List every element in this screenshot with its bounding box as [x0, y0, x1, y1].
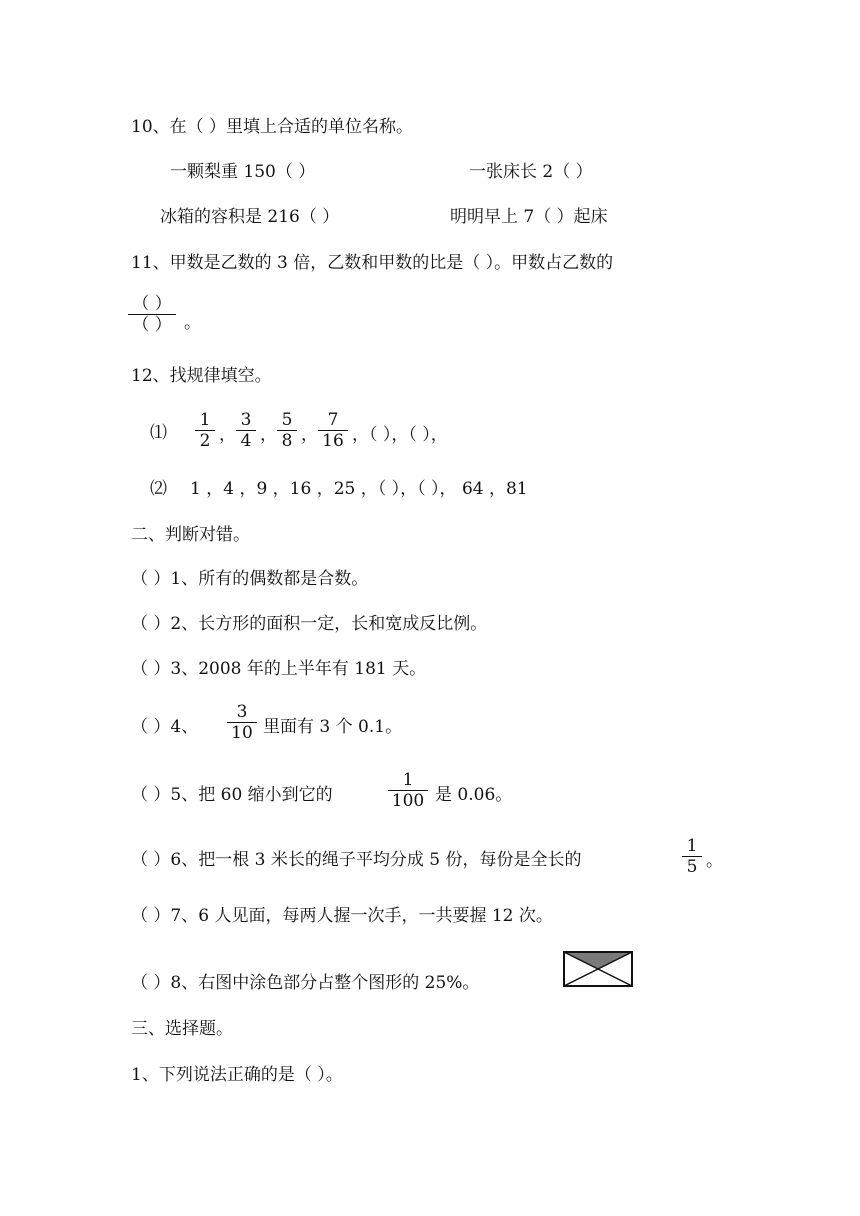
q12-comma: ， [260, 425, 277, 445]
judge-item-8: （ ）8、右图中涂色部分占整个图形的 25%。 [131, 973, 480, 993]
q11-blank-fraction [128, 294, 176, 335]
fraction-denominator: 16 [318, 430, 348, 451]
fraction-numerator: （ ） [132, 294, 172, 314]
q12-fraction [277, 410, 297, 451]
q10-item-pear: 一颗梨重 150（ ） [170, 162, 316, 182]
fraction-numerator: 1 [199, 410, 211, 430]
q12-title: 12、找规律填空。 [131, 366, 272, 386]
q10-item-bed: 一张床长 2（ ） [469, 162, 593, 182]
q11-text: 11、甲数是乙数的 3 倍，乙数和甲数的比是（ ）。甲数占乙数的 [131, 253, 614, 273]
fraction-denominator: 2 [195, 430, 215, 451]
fraction-denominator: 10 [227, 722, 257, 743]
fraction-numerator: 3 [240, 410, 252, 430]
fraction-denominator: 4 [236, 430, 256, 451]
fraction-denominator: 100 [388, 790, 428, 811]
q12-part1-label: ⑴ [150, 423, 167, 443]
judge-item-1: （ ）1、所有的偶数都是合数。 [131, 569, 369, 589]
shaded-triangle [564, 952, 632, 969]
fraction-denominator: 8 [277, 430, 297, 451]
q10-item-fridge: 冰箱的容积是 216（ ） [160, 207, 340, 227]
section3-title: 三、选择题。 [131, 1019, 233, 1039]
judge-item-6-post: 。 [706, 851, 723, 871]
judge-item-5-pre: （ ）5、把 60 缩小到它的 [131, 785, 333, 805]
judge-item-5-fraction [388, 770, 428, 811]
q10-title: 10、在（ ）里填上合适的单位名称。 [131, 117, 414, 137]
judge-item-4-pre: （ ）4、 [131, 717, 199, 737]
q12-comma: ， [219, 425, 236, 445]
section2-title: 二、判断对错。 [131, 525, 250, 545]
q12-fraction [318, 410, 348, 451]
judge-item-7: （ ）7、6 人见面，每两人握一次手，一共要握 12 次。 [131, 906, 553, 926]
q12-part2-label: ⑵ [150, 479, 167, 499]
fraction-denominator: 5 [682, 856, 702, 877]
fraction-numerator: 1 [402, 770, 414, 790]
fraction-denominator: （ ） [128, 314, 176, 335]
judge-item-3: （ ）3、2008 年的上半年有 181 天。 [131, 659, 427, 679]
fraction-numerator: 1 [686, 836, 698, 856]
q12-part2-text: 1 ，4 ，9 ，16 ，25 ，（ ），（ ）， 64 ，81 [190, 479, 528, 499]
q12-fraction [236, 410, 256, 451]
judge-item-6-pre: （ ）6、把一根 3 米长的绳子平均分成 5 份，每份是全长的 [131, 850, 582, 870]
q11-tail: 。 [184, 313, 201, 333]
q12-fraction [195, 410, 215, 451]
judge-item-4-post: 里面有 3 个 0.1。 [263, 717, 403, 737]
judge-item-2: （ ）2、长方形的面积一定，长和宽成反比例。 [131, 614, 488, 634]
q12-comma: ， [301, 425, 318, 445]
fraction-numerator: 7 [327, 410, 339, 430]
q12-part1-tail: ，（ ），（ ）， [352, 425, 448, 445]
judge-item-5-post: 是 0.06。 [435, 785, 513, 805]
q10-item-wake: 明明早上 7（ ）起床 [450, 207, 608, 227]
shaded-rectangle-figure [562, 950, 634, 988]
fraction-numerator: 3 [236, 702, 248, 722]
judge-item-6-fraction [682, 836, 702, 877]
judge-item-4-fraction [227, 702, 257, 743]
choice-question-1: 1、下列说法正确的是（ ）。 [131, 1065, 343, 1085]
fraction-numerator: 5 [281, 410, 293, 430]
